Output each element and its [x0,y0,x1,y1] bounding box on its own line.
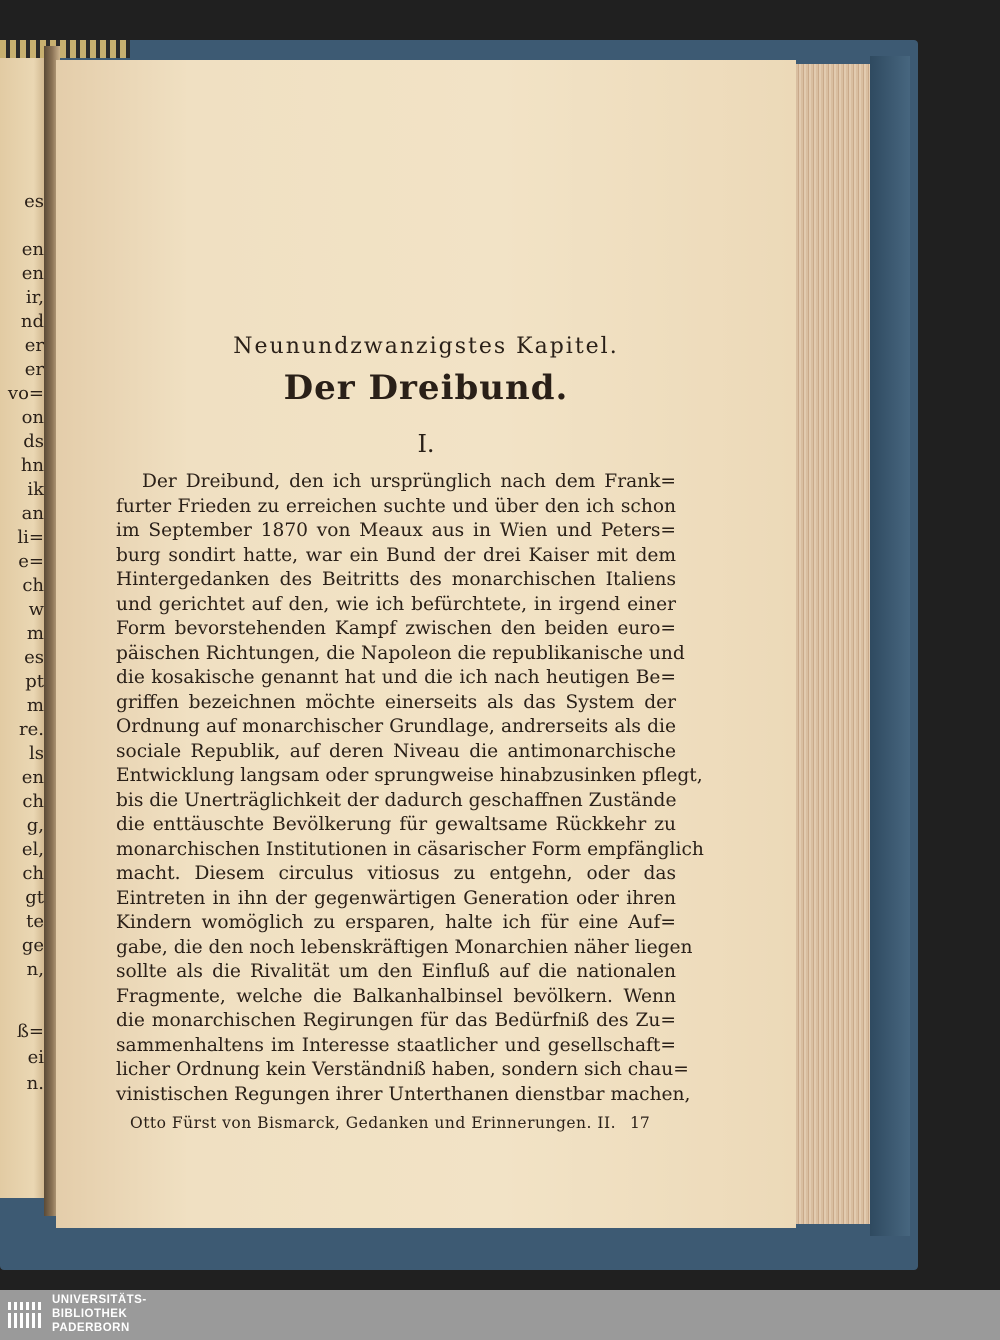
text-line: Fragmente, welche die Balkanhalbinsel bevölkern. Wenn [116,985,676,1007]
left-page-fragment: an [21,503,44,524]
left-page-fragment: ch [22,863,44,884]
text-line: burg sondirt hatte, war ein Bund der drei Kaiser mit dem [116,544,676,566]
text-line: sollte als die Rivalität um den Einfluß auf die nationalen [116,961,676,982]
footer-page-number: 17 [630,1114,650,1132]
left-page-fragment: en [21,767,44,788]
left-page-fragment: nd [20,311,44,332]
left-page-fragment: er [24,359,44,380]
left-page-fragment: ik [27,479,44,500]
text-line: Form bevorstehenden Kampf zwischen den beiden euro= [116,618,676,639]
left-page-fragment: re. [19,719,44,740]
left-page-fragment: ei [27,1047,44,1068]
footer-citation: Otto Fürst von Bismarck, Gedanken und Erinnerungen. II. [130,1114,617,1132]
left-page-fragment: en [21,239,44,260]
library-name-line3: PADERBORN [52,1322,130,1334]
text-line: Entwicklung langsam oder sprungweise hinabzusinken pflegt, [116,765,703,786]
left-page-fragments [0,58,48,1198]
left-page-fragment: ch [22,791,44,812]
section-number: I. [417,430,435,458]
text-line: griffen bezeichnen möchte einerseits als das System der [116,691,676,713]
left-page-fragment: n, [26,959,44,980]
cover-edge [870,56,910,1236]
left-page-fragment: el, [21,839,44,860]
left-page-fragment: vo= [7,383,44,404]
text-line: Der Dreibund, den ich ursprünglich nach dem Frank= [142,471,676,492]
text-line: sammenhaltens im Interesse staatlicher und gesellschaft= [116,1034,676,1056]
left-page-fragment: es [24,191,44,212]
text-line: und gerichtet auf den, wie ich befürchtete, in irgend einer [116,593,676,615]
text-line: monarchischen Institutionen in cäsarischer Form empfänglich [116,838,704,860]
left-page-fragment: hn [20,455,44,476]
left-page-fragment: w [28,599,44,620]
text-line: die monarchischen Regirungen für das Bedürfniß des Zu= [116,1010,676,1031]
left-page-fragment: es [24,647,44,668]
left-page-fragment: gt [25,887,44,908]
left-page-fragment: m [26,695,44,716]
text-line: im September 1870 von Meaux aus in Wien und Peters= [116,520,676,541]
left-page-fragment: ls [29,743,44,764]
left-page-fragment: g, [26,815,44,836]
left-page-edge [0,58,48,1198]
page-block-edges [796,64,870,1224]
left-page-fragment: on [21,407,44,428]
text-line: furter Frieden zu erreichen suchte und über den ich schon [116,495,676,517]
left-page-fragment: e= [18,551,44,572]
body-text [116,470,704,1107]
library-logo-icon [6,1296,44,1334]
text-line: Ordnung auf monarchischer Grundlage, andrerseits als die [116,716,676,737]
text-line: Eintreten in ihn der gegenwärtigen Generation oder ihren [116,887,676,909]
text-line: sociale Republik, auf deren Niveau die antimonarchische [116,740,676,762]
left-page-fragment: ge [21,935,44,956]
left-page-fragment: er [24,335,44,356]
spine-strip [0,40,130,58]
left-page-fragment: ß= [16,1021,44,1042]
library-name-line1: UNIVERSITÄTS- [52,1294,147,1306]
library-footer-bar [0,1290,1000,1340]
text-line: bis die Unerträglichkeit der dadurch geschaffnen Zustände [116,789,677,811]
text-line: gabe, die den noch lebenskräftigen Monarchien näher liegen [116,936,693,958]
text-line: Hintergedanken des Beitritts des monarchischen Italiens [116,569,676,590]
text-line: macht. Diesem circulus vitiosus zu entgehn, oder das [116,863,676,884]
left-page-fragment: ir, [25,287,44,308]
left-page-fragment: en [21,263,44,284]
left-page-fragment: n. [26,1073,44,1094]
chapter-title: Der Dreibund. [283,368,569,408]
left-page-fragment: te [26,911,44,932]
left-page-fragment: pt [25,671,44,692]
text-line: licher Ordnung kein Verständniß haben, sondern sich chau= [116,1059,689,1080]
text-line: vinistischen Regungen ihrer Unterthanen dienstbar machen, [116,1083,691,1105]
text-line: die kosakische genannt hat und die ich nach heutigen Be= [116,667,676,688]
left-page-fragment: li= [17,527,44,548]
chapter-number: Neunundzwanzigstes Kapitel. [233,334,619,359]
library-name [52,1293,147,1335]
text-line: päischen Richtungen, die Napoleon die republikanische und [116,642,685,664]
left-page-fragment: ch [22,575,44,596]
library-name-line2: BIBLIOTHEK [52,1308,128,1320]
text-line: Kindern womöglich zu ersparen, halte ich für eine Auf= [116,912,676,933]
left-page-fragment: ds [23,431,44,452]
text-line: die enttäuschte Bevölkerung für gewaltsame Rückkehr zu [116,814,676,835]
left-page-fragment: m [26,623,44,644]
